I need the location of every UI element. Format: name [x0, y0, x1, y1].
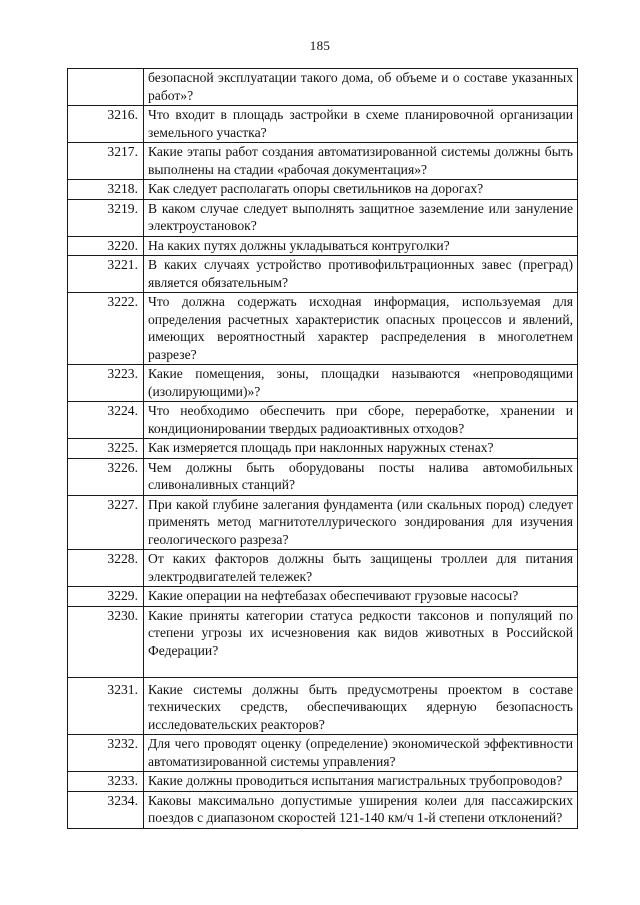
- question-text: Чем должны быть оборудованы посты налива автомобильных сливоналивных станций?: [144, 458, 578, 495]
- row-number: 3234.: [68, 791, 144, 828]
- table-row: [68, 293, 578, 365]
- table-row: [68, 69, 578, 106]
- table-row: [68, 439, 578, 459]
- table-row: [68, 106, 578, 143]
- table-row: [68, 143, 578, 180]
- question-text: Каковы максимально допустимые уширения колеи для пассажирских поездов с диапазоном скоростей 121-140 км/ч 1-й степени отклонений?: [144, 791, 578, 828]
- question-text: От каких факторов должны быть защищены троллеи для питания электродвигателей тележек?: [144, 550, 578, 587]
- table-row: [68, 180, 578, 200]
- table-row: [68, 735, 578, 772]
- row-number: 3221.: [68, 256, 144, 293]
- row-number: 3224.: [68, 402, 144, 439]
- row-number: 3229.: [68, 587, 144, 607]
- question-text: При какой глубине залегания фундамента (или скальных пород) следует применять метод магнитотеллурического зондирования для изучения геологического разреза?: [144, 495, 578, 550]
- table-row: [68, 550, 578, 587]
- row-number: 3232.: [68, 735, 144, 772]
- row-number: 3218.: [68, 180, 144, 200]
- question-text: Для чего проводят оценку (определение) экономической эффективности автоматизированной системы управления?: [144, 735, 578, 772]
- table-row: [68, 677, 578, 735]
- row-number: 3233.: [68, 772, 144, 792]
- question-text: безопасной эксплуатации такого дома, об объеме и о составе указанных работ»?: [144, 69, 578, 106]
- table-row: [68, 587, 578, 607]
- question-text: На каких путях должны укладываться контруголки?: [144, 236, 578, 256]
- table-row: [68, 772, 578, 792]
- row-number: [68, 69, 144, 106]
- questions-table: [67, 68, 578, 829]
- question-text: В каких случаях устройство противофильтрационных завес (преград) является обязательным?: [144, 256, 578, 293]
- question-text: Как измеряется площадь при наклонных наружных стенах?: [144, 439, 578, 459]
- question-text: Какие этапы работ создания автоматизированной системы должны быть выполнены на стадии «рабочая документация»?: [144, 143, 578, 180]
- question-text: В каком случае следует выполнять защитное заземление или зануление электроустановок?: [144, 199, 578, 236]
- table-row: [68, 402, 578, 439]
- table-row: [68, 791, 578, 828]
- row-number: 3220.: [68, 236, 144, 256]
- question-text: Какие помещения, зоны, площадки называются «непроводящими (изолирующими)»?: [144, 365, 578, 402]
- question-text: Какие должны проводиться испытания магистральных трубопроводов?: [144, 772, 578, 792]
- row-number: 3222.: [68, 293, 144, 365]
- question-text: Что входит в площадь застройки в схеме планировочной организации земельного участка?: [144, 106, 578, 143]
- question-text: Какие приняты категории статуса редкости таксонов и популяций по степени угрозы их исчезновения как видов животных в Российской Федерации?: [144, 606, 578, 677]
- table-row: [68, 458, 578, 495]
- row-number: 3217.: [68, 143, 144, 180]
- question-text: Как следует располагать опоры светильников на дорогах?: [144, 180, 578, 200]
- row-number: 3231.: [68, 677, 144, 735]
- row-number: 3223.: [68, 365, 144, 402]
- row-number: 3226.: [68, 458, 144, 495]
- table-row: [68, 606, 578, 677]
- question-text: Что необходимо обеспечить при сборе, переработке, хранении и кондиционировании твердых радиоактивных отходов?: [144, 402, 578, 439]
- question-text: Какие операции на нефтебазах обеспечивают грузовые насосы?: [144, 587, 578, 607]
- row-number: 3219.: [68, 199, 144, 236]
- question-text: Что должна содержать исходная информация, используемая для определения расчетных характеристик опасных процессов и явлений, имеющих вероятностный характер распределения в многолетнем разрезе?: [144, 293, 578, 365]
- row-number: 3228.: [68, 550, 144, 587]
- row-number: 3216.: [68, 106, 144, 143]
- table-row: [68, 495, 578, 550]
- table-row: [68, 236, 578, 256]
- table-row: [68, 365, 578, 402]
- page-number: 185: [309, 38, 331, 53]
- row-number: 3230.: [68, 606, 144, 677]
- row-number: 3227.: [68, 495, 144, 550]
- table-row: [68, 256, 578, 293]
- question-text: Какие системы должны быть предусмотрены проектом в составе технических средств, обеспечивающих ядерную безопасность исследовательских реакторов?: [144, 677, 578, 735]
- table-row: [68, 199, 578, 236]
- row-number: 3225.: [68, 439, 144, 459]
